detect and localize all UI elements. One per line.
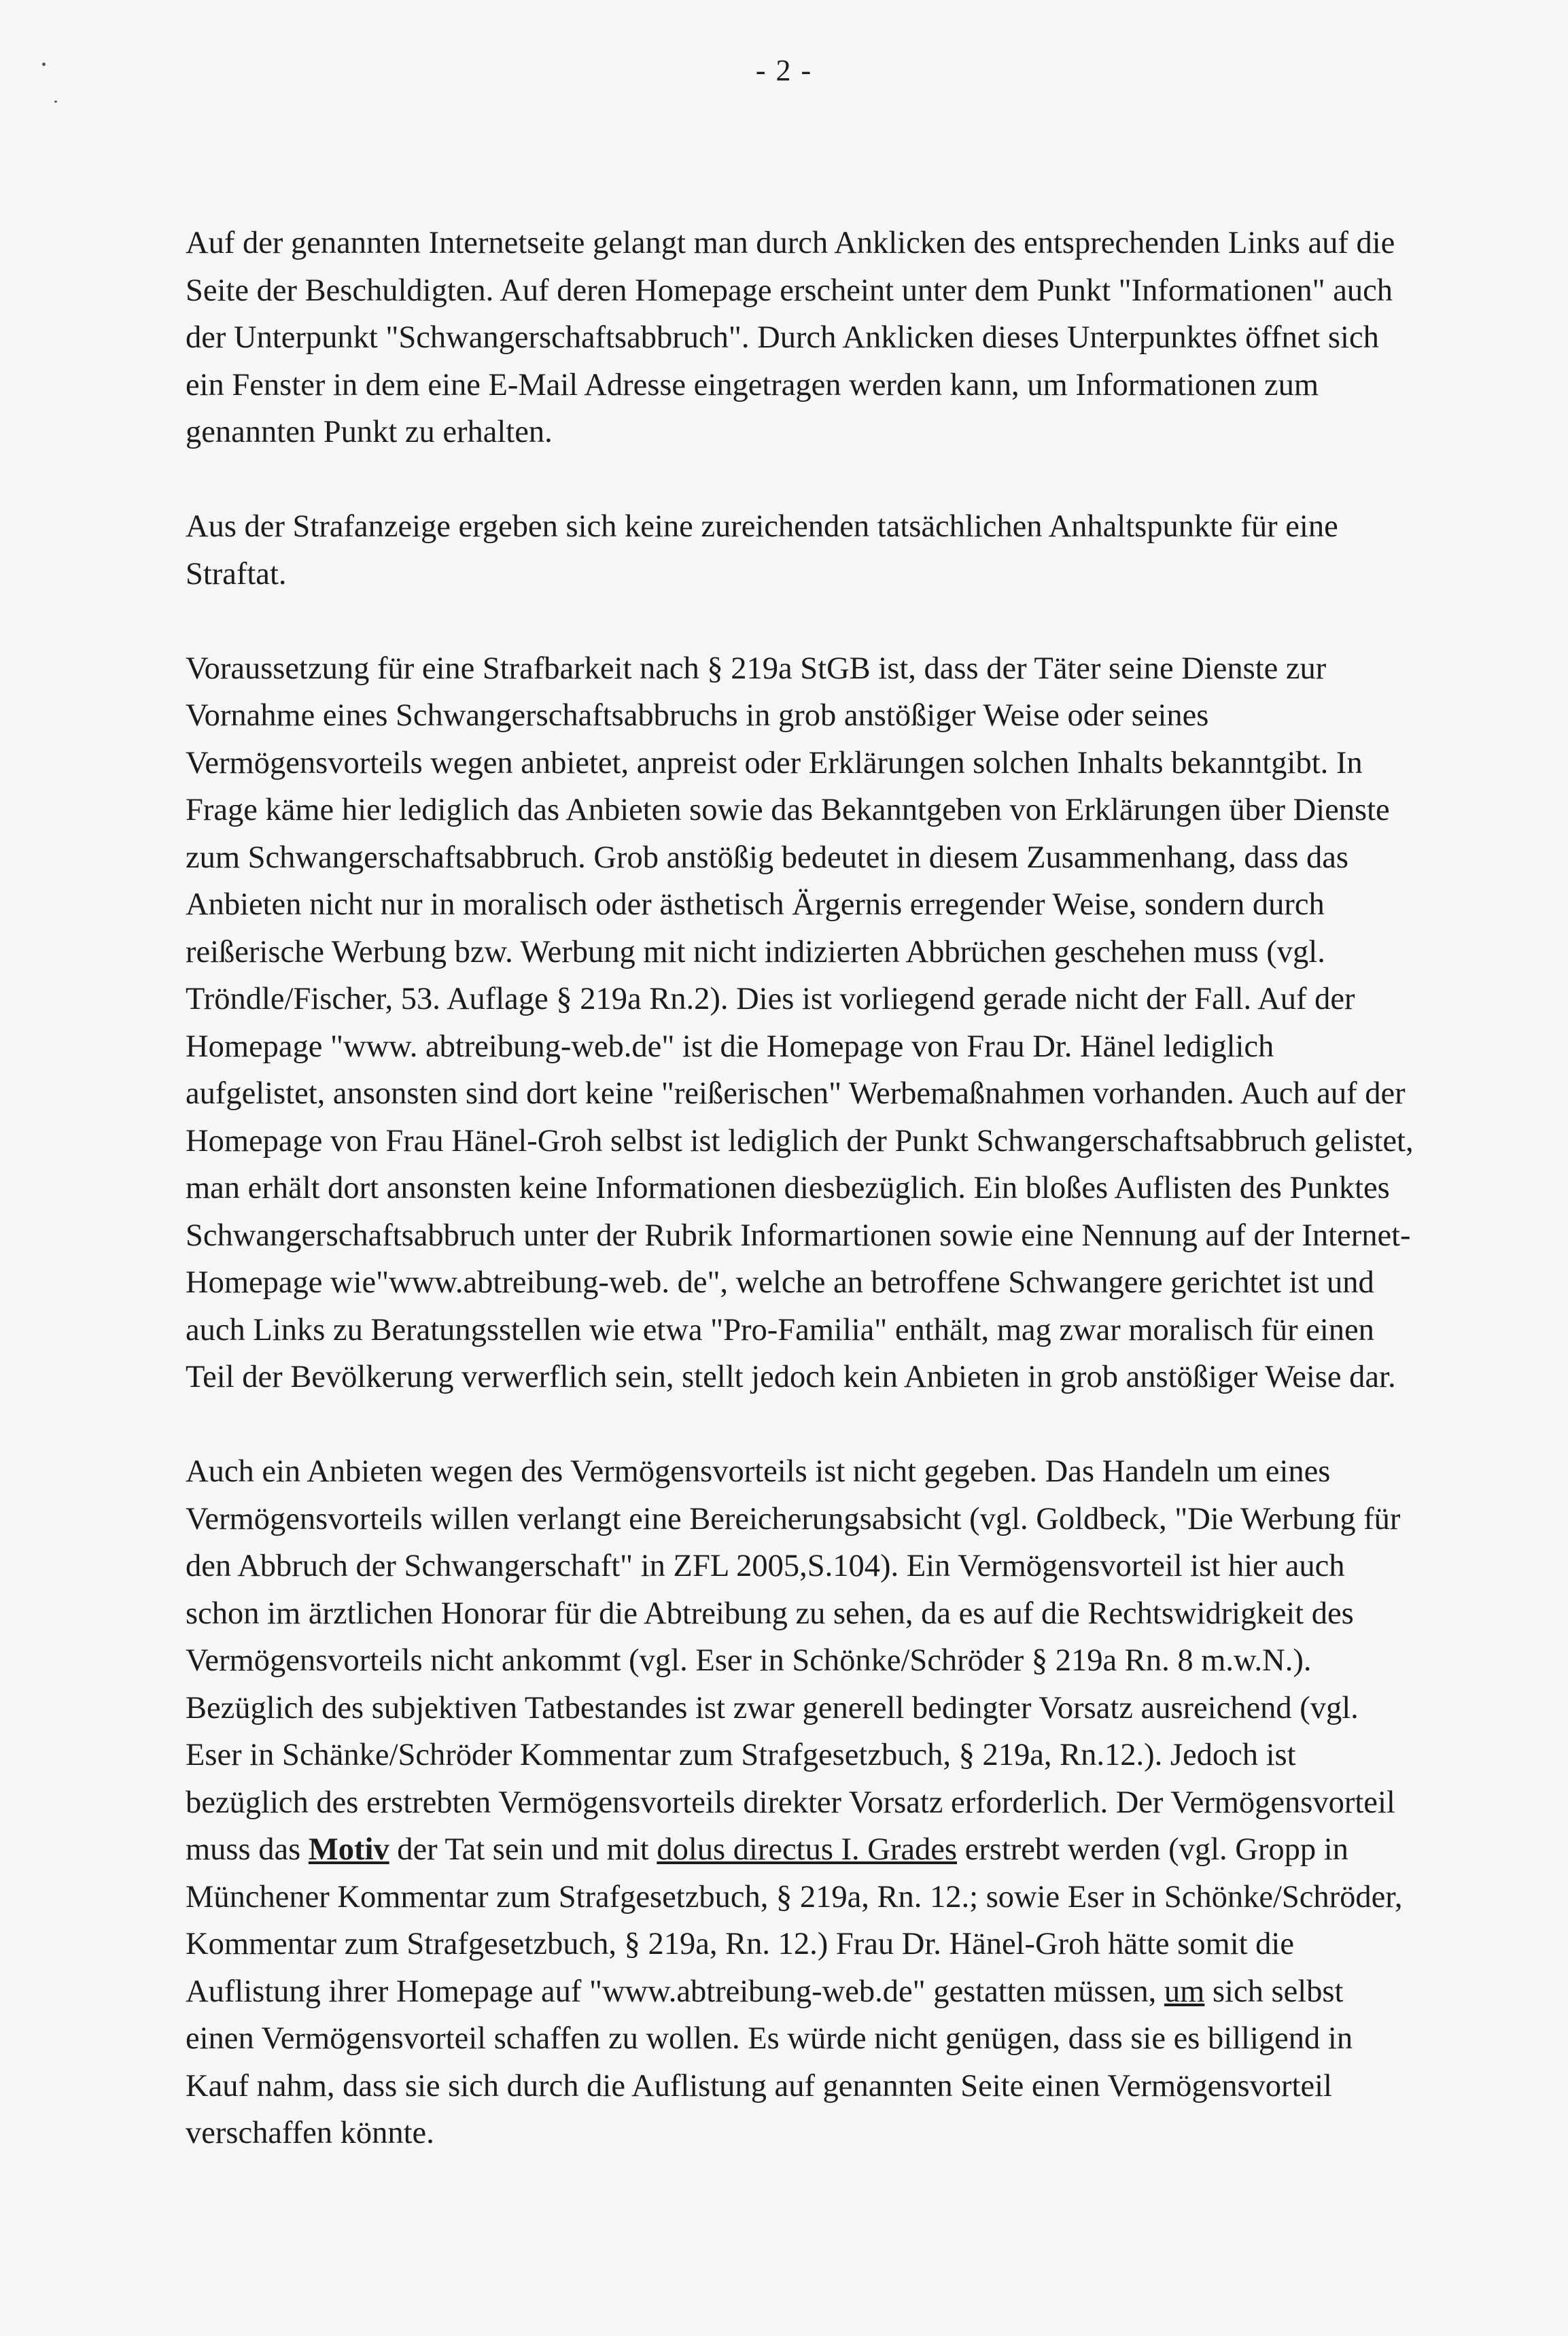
text-line: Anbieten nicht nur in moralisch oder ästhetisch Ärgernis erregender Weise, sondern durch [186, 887, 1325, 922]
text-line: ein Fenster in dem eine E-Mail Adresse eingetragen werden kann, um Informationen zum [186, 367, 1319, 402]
text-line: Aus der Strafanzeige ergeben sich keine zureichenden tatsächlichen Anhaltspunkte für eine [186, 509, 1338, 544]
text-line: Frage käme hier lediglich das Anbieten sowie das Bekanntgeben von Erklärungen über Dienste [186, 793, 1390, 827]
text-line: Homepage wie"www.abtreibung-web. de", welche an betroffene Schwangere gerichtet ist und [186, 1265, 1374, 1300]
text-line: genannten Punkt zu erhalten. [186, 415, 553, 449]
text-line: Vornahme eines Schwangerschaftsabbruchs in grob anstößiger Weise oder seines [186, 698, 1209, 733]
text-line: Schwangerschaftsabbruch unter der Rubrik Informartionen sowie eine Nennung auf der Internet- [186, 1218, 1411, 1253]
paragraph [186, 645, 1497, 1401]
paragraph [186, 220, 1497, 456]
text-line: Homepage von Frau Hänel-Groh selbst ist lediglich der Punkt Schwangerschaftsabbruch gelistet, [186, 1123, 1414, 1158]
scan-speck [54, 101, 57, 103]
text-line: Kommentar zum Strafgesetzbuch, § 219a, Rn. 12.) Frau Dr. Hänel-Groh hätte somit die [186, 1927, 1294, 1961]
text-line: Voraussetzung für eine Strafbarkeit nach § 219a StGB ist, dass der Täter seine Dienste zur [186, 651, 1327, 686]
underlined-term: um [1164, 1974, 1205, 2009]
text-line: den Abbruch der Schwangerschaft" in ZFL 2005,S.104). Ein Vermögensvorteil ist hier auch [186, 1549, 1345, 1583]
text-line: Münchener Kommentar zum Strafgesetzbuch, § 219a, Rn. 12.; sowie Eser in Schönke/Schröder, [186, 1879, 1403, 1914]
text-segment: erstrebt werden (vgl. Gropp in [956, 1832, 1348, 1867]
text-segment: muss das [186, 1832, 309, 1867]
text-line [186, 1968, 1497, 2016]
text-line: einen Vermögensvorteil schaffen zu wollen. Es würde nicht genügen, dass sie es billigend in [186, 2021, 1353, 2056]
text-segment: Auflistung ihrer Homepage auf "www.abtreibung-web.de" gestatten müssen, [186, 1974, 1164, 2009]
text-line: bezüglich des erstrebten Vermögensvorteils direkter Vorsatz erforderlich. Der Vermögensvorteil [186, 1785, 1395, 1820]
text-line: verschaffen könnte. [186, 2116, 434, 2150]
text-line [186, 1826, 1497, 1874]
text-line: Tröndle/Fischer, 53. Auflage § 219a Rn.2). Dies ist vorliegend gerade nicht der Fall. Auf der [186, 982, 1355, 1016]
underlined-term: dolus directus I. Grades [657, 1832, 957, 1867]
text-line: Homepage "www. abtreibung-web.de" ist die Homepage von Frau Dr. Hänel lediglich [186, 1029, 1274, 1064]
text-line: schon im ärztlichen Honorar für die Abtreibung zu sehen, da es auf die Rechtswidrigkeit des [186, 1596, 1354, 1631]
text-line: der Unterpunkt "Schwangerschaftsabbruch". Durch Anklicken dieses Unterpunktes öffnet sich [186, 320, 1379, 355]
document-body [186, 220, 1497, 2157]
paragraph [186, 503, 1497, 598]
text-line: Straftat. [186, 556, 287, 591]
text-line: Auch ein Anbieten wegen des Vermögensvorteils ist nicht gegeben. Das Handeln um eines [186, 1454, 1331, 1489]
text-segment: der Tat sein und mit [389, 1832, 657, 1867]
text-line: Teil der Bevölkerung verwerflich sein, stellt jedoch kein Anbieten in grob anstößiger Weise dar. [186, 1360, 1396, 1394]
text-line: Eser in Schänke/Schröder Kommentar zum Strafgesetzbuch, § 219a, Rn.12.). Jedoch ist [186, 1738, 1296, 1772]
emphasized-term: Motiv [308, 1832, 389, 1867]
text-line: Auf der genannten Internetseite gelangt man durch Anklicken des entsprechenden Links auf die [186, 226, 1395, 260]
text-line: Bezüglich des subjektiven Tatbestandes ist zwar generell bedingter Vorsatz ausreichend (vgl. [186, 1690, 1359, 1725]
text-line: Seite der Beschuldigten. Auf deren Homepage erscheint unter dem Punkt "Informationen" auch [186, 273, 1393, 308]
text-line: man erhält dort ansonsten keine Informationen diesbezüglich. Ein bloßes Auflisten des Punktes [186, 1171, 1390, 1205]
text-line: Vermögensvorteils wegen anbietet, anpreist oder Erklärungen solchen Inhalts bekanntgibt. In [186, 745, 1363, 780]
text-line: Vermögensvorteils willen verlangt eine Bereicherungsabsicht (vgl. Goldbeck, "Die Werbung für [186, 1501, 1401, 1536]
text-segment: sich selbst [1204, 1974, 1344, 2009]
text-line: Kauf nahm, dass sie sich durch die Auflistung auf genannten Seite einen Vermögensvorteil [186, 2068, 1332, 2103]
text-line: aufgelistet, ansonsten sind dort keine "reißerischen" Werbemaßnahmen vorhanden. Auch auf der [186, 1076, 1406, 1111]
text-line: Vermögensvorteils nicht ankommt (vgl. Eser in Schönke/Schröder § 219a Rn. 8 m.w.N.). [186, 1643, 1312, 1678]
text-line: zum Schwangerschaftsabbruch. Grob anstößig bedeutet in diesem Zusammenhang, dass das [186, 840, 1349, 875]
paragraph [186, 1448, 1497, 2157]
page-number: - 2 - [755, 54, 813, 87]
text-line: auch Links zu Beratungsstellen wie etwa "Pro-Familia" enthält, mag zwar moralisch für einen [186, 1312, 1374, 1347]
text-line: reißerische Werbung bzw. Werbung mit nicht indizierten Abbrüchen geschehen muss (vgl. [186, 934, 1325, 969]
